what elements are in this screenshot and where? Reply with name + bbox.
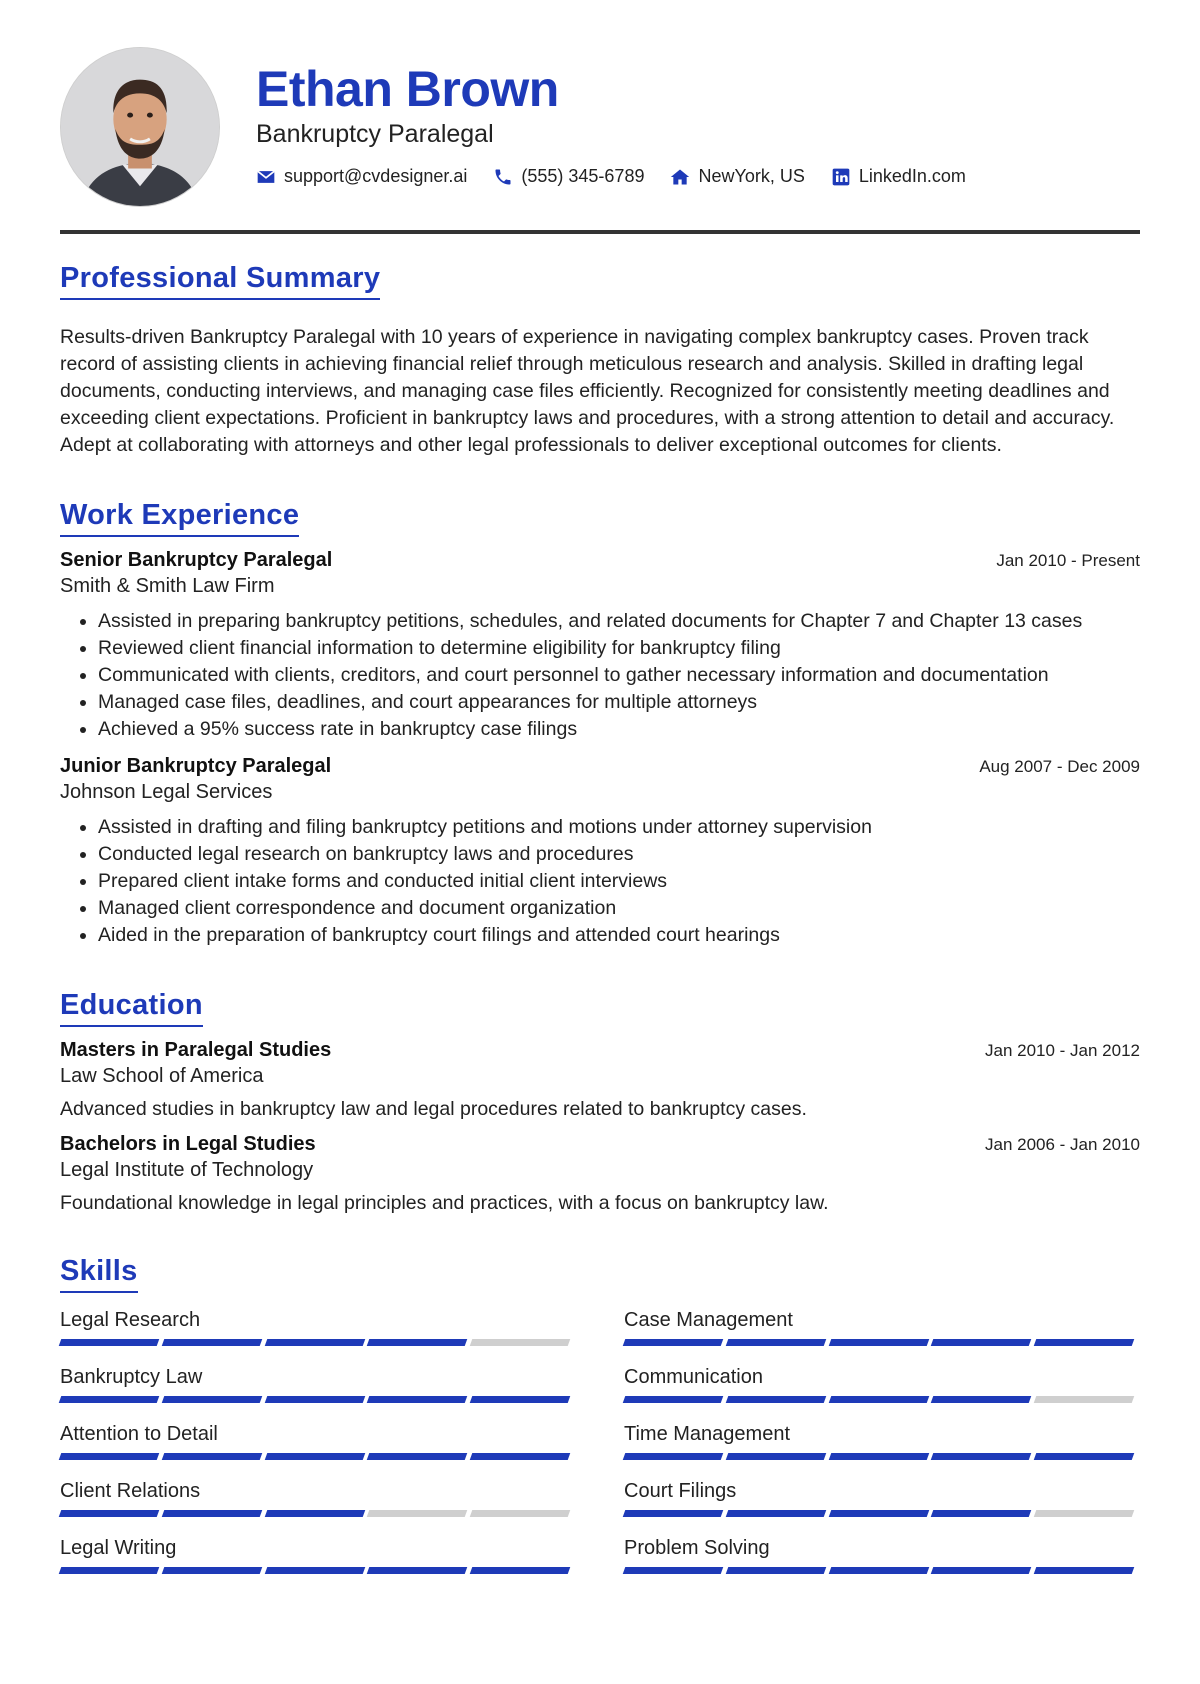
skill-level-segment-filled xyxy=(931,1510,1031,1517)
education-description: Foundational knowledge in legal principles and practices, with a focus on bankruptcy law. xyxy=(60,1192,829,1214)
job-bullet: • Reviewed client financial information to determine eligibility for bankruptcy filing xyxy=(98,635,1140,662)
skill-level-segment-empty xyxy=(1034,1396,1134,1403)
skill-level-bar xyxy=(624,1339,1138,1346)
skill-item xyxy=(60,1366,574,1423)
skill-level-segment-filled xyxy=(828,1339,928,1346)
skill-level-segment-filled xyxy=(162,1396,262,1403)
education-heading: Education xyxy=(60,989,203,1027)
job-bullet: • Communicated with clients, creditors, and court personnel to gather necessary information and documentation xyxy=(98,662,1140,689)
skill-level-segment-empty xyxy=(470,1339,570,1346)
skill-level-segment-filled xyxy=(264,1510,364,1517)
education-dates: Jan 2006 - Jan 2010 xyxy=(984,1135,1140,1154)
resume-header xyxy=(60,0,1140,238)
skill-name: Client Relations xyxy=(60,1480,201,1502)
skill-name: Problem Solving xyxy=(624,1537,770,1559)
job-title: Senior Bankruptcy Paralegal xyxy=(60,549,333,571)
skill-level-segment-filled xyxy=(470,1396,570,1403)
contact-phone-text: (555) 345-6789 xyxy=(521,166,645,186)
skill-level-segment-filled xyxy=(367,1453,467,1460)
job-dates: Jan 2010 - Present xyxy=(996,551,1140,570)
skill-level-bar xyxy=(60,1567,574,1574)
skill-name: Legal Research xyxy=(60,1309,201,1331)
skill-level-segment-filled xyxy=(931,1396,1031,1403)
skill-level-segment-filled xyxy=(59,1396,159,1403)
job-entry xyxy=(60,755,1140,949)
skill-level-segment-filled xyxy=(726,1396,826,1403)
job-bullet: • Managed case files, deadlines, and court appearances for multiple attorneys xyxy=(98,689,1140,716)
education-dates: Jan 2010 - Jan 2012 xyxy=(984,1041,1140,1060)
skill-level-segment-filled xyxy=(1034,1567,1134,1574)
job-company: Johnson Legal Services xyxy=(60,781,273,803)
job-bullets xyxy=(60,814,1140,949)
skill-level-segment-filled xyxy=(367,1396,467,1403)
skill-level-bar xyxy=(624,1396,1138,1403)
skill-level-segment-filled xyxy=(162,1510,262,1517)
candidate-title: Bankruptcy Paralegal xyxy=(256,120,494,148)
skill-level-segment-filled xyxy=(1034,1453,1134,1460)
skill-level-segment-filled xyxy=(828,1396,928,1403)
skill-level-segment-filled xyxy=(59,1453,159,1460)
experience-section xyxy=(60,499,1140,949)
skill-level-segment-filled xyxy=(59,1339,159,1346)
skill-level-bar xyxy=(60,1396,574,1403)
contact-location xyxy=(670,166,804,187)
contact-linkedin[interactable] xyxy=(831,166,966,187)
education-entry xyxy=(60,1039,1140,1121)
skill-level-segment-filled xyxy=(264,1567,364,1574)
skill-level-bar xyxy=(624,1510,1138,1517)
job-bullets xyxy=(60,608,1140,743)
skill-level-segment-filled xyxy=(470,1453,570,1460)
skill-name: Case Management xyxy=(624,1309,793,1331)
skill-level-segment-filled xyxy=(828,1567,928,1574)
education-section xyxy=(60,989,1140,1215)
summary-heading: Professional Summary xyxy=(60,262,380,300)
avatar xyxy=(61,48,219,206)
job-bullet: • Assisted in drafting and filing bankruptcy petitions and motions under attorney supervision xyxy=(98,814,1140,841)
skill-item xyxy=(60,1537,574,1594)
skills-heading: Skills xyxy=(60,1255,138,1293)
skill-level-segment-filled xyxy=(264,1453,364,1460)
skill-level-bar xyxy=(60,1453,574,1460)
skill-level-segment-filled xyxy=(726,1339,826,1346)
contact-location-text: NewYork, US xyxy=(698,166,805,186)
skill-level-segment-filled xyxy=(367,1567,467,1574)
skill-level-segment-filled xyxy=(623,1453,723,1460)
education-description: Advanced studies in bankruptcy law and legal procedures related to bankruptcy cases. xyxy=(60,1098,807,1120)
school-name: Law School of America xyxy=(60,1065,264,1087)
skill-level-segment-filled xyxy=(726,1453,826,1460)
skills-section xyxy=(60,1255,1140,1594)
degree-title: Bachelors in Legal Studies xyxy=(60,1133,316,1155)
profile-photo xyxy=(61,48,219,206)
skill-level-segment-empty xyxy=(470,1510,570,1517)
skill-name: Court Filings xyxy=(624,1480,737,1502)
skill-level-segment-filled xyxy=(623,1510,723,1517)
skill-level-segment-filled xyxy=(162,1567,262,1574)
degree-title: Masters in Paralegal Studies xyxy=(60,1039,332,1061)
job-dates: Aug 2007 - Dec 2009 xyxy=(979,757,1140,776)
candidate-name: Ethan Brown xyxy=(256,61,559,117)
job-bullet: • Assisted in preparing bankruptcy petitions, schedules, and related documents for Chapter 7 and Chapter 13 cases xyxy=(98,608,1140,635)
skill-level-segment-filled xyxy=(1034,1339,1134,1346)
summary-section xyxy=(60,262,1140,459)
skill-level-segment-filled xyxy=(623,1396,723,1403)
skill-item xyxy=(60,1309,574,1366)
skill-level-segment-filled xyxy=(726,1510,826,1517)
skill-item xyxy=(60,1480,574,1537)
skill-level-segment-empty xyxy=(1034,1510,1134,1517)
job-entry xyxy=(60,549,1140,743)
skill-name: Time Management xyxy=(624,1423,790,1445)
contact-linkedin-text: LinkedIn.com xyxy=(858,166,966,186)
skills-grid xyxy=(60,1309,1140,1594)
job-bullet: • Aided in the preparation of bankruptcy court filings and attended court hearings xyxy=(98,922,1140,949)
job-bullet: • Conducted legal research on bankruptcy laws and procedures xyxy=(98,841,1140,868)
skill-name: Attention to Detail xyxy=(60,1423,218,1445)
skill-level-segment-filled xyxy=(264,1396,364,1403)
job-bullet: • Achieved a 95% success rate in bankruptcy case filings xyxy=(98,716,1140,743)
skill-item xyxy=(624,1480,1138,1537)
skill-name: Communication xyxy=(624,1366,763,1388)
phone-icon xyxy=(493,167,513,187)
skill-level-segment-filled xyxy=(162,1453,262,1460)
skill-level-bar xyxy=(60,1339,574,1346)
contact-list xyxy=(256,166,992,187)
skill-item xyxy=(624,1423,1138,1480)
envelope-icon xyxy=(256,167,276,187)
contact-phone[interactable] xyxy=(493,166,644,187)
skill-level-segment-filled xyxy=(264,1339,364,1346)
skill-item xyxy=(624,1366,1138,1423)
home-icon xyxy=(670,167,690,187)
contact-email-text: support@cvdesigner.ai xyxy=(284,166,468,186)
skill-level-segment-filled xyxy=(931,1453,1031,1460)
education-entry xyxy=(60,1133,1140,1215)
job-title: Junior Bankruptcy Paralegal xyxy=(60,755,332,777)
contact-email[interactable] xyxy=(256,166,467,187)
skill-name: Bankruptcy Law xyxy=(60,1366,203,1388)
skill-level-segment-filled xyxy=(367,1339,467,1346)
job-bullet: • Prepared client intake forms and conducted initial client interviews xyxy=(98,868,1140,895)
skill-item xyxy=(624,1537,1138,1594)
skill-item xyxy=(60,1423,574,1480)
skill-level-bar xyxy=(624,1567,1138,1574)
job-company: Smith & Smith Law Firm xyxy=(60,575,275,597)
linkedin-icon xyxy=(831,167,851,187)
skill-item xyxy=(624,1309,1138,1366)
summary-text: Results-driven Bankruptcy Paralegal with 10 years of experience in navigating complex bankruptcy cases. Proven track record of assisting clients in achieving financial relief through meticulous research and analysis. Skilled in drafting legal documents, conducting interviews, and managing case files efficiently. Recognized for consistently meeting deadlines and exceeding client expectations. Proficient in bankruptcy laws and procedures, with a strong attention to detail and accuracy. Adept at collaborating with attorneys and other legal professionals to deliver exceptional outcomes for clients. xyxy=(60,326,1115,456)
skill-level-bar xyxy=(60,1510,574,1517)
skill-level-segment-filled xyxy=(931,1567,1031,1574)
job-bullet: • Managed client correspondence and document organization xyxy=(98,895,1140,922)
school-name: Legal Institute of Technology xyxy=(60,1159,314,1181)
experience-heading: Work Experience xyxy=(60,499,299,537)
header-divider xyxy=(60,230,1140,234)
skill-level-segment-filled xyxy=(726,1567,826,1574)
skill-level-segment-filled xyxy=(931,1339,1031,1346)
skill-level-segment-filled xyxy=(828,1453,928,1460)
skill-level-segment-filled xyxy=(59,1510,159,1517)
skill-level-segment-filled xyxy=(623,1339,723,1346)
skill-level-segment-filled xyxy=(623,1567,723,1574)
skill-level-segment-filled xyxy=(828,1510,928,1517)
skill-level-bar xyxy=(624,1453,1138,1460)
skill-level-segment-filled xyxy=(470,1567,570,1574)
skill-level-segment-filled xyxy=(162,1339,262,1346)
skill-name: Legal Writing xyxy=(60,1537,177,1559)
skill-level-segment-empty xyxy=(367,1510,467,1517)
skill-level-segment-filled xyxy=(59,1567,159,1574)
